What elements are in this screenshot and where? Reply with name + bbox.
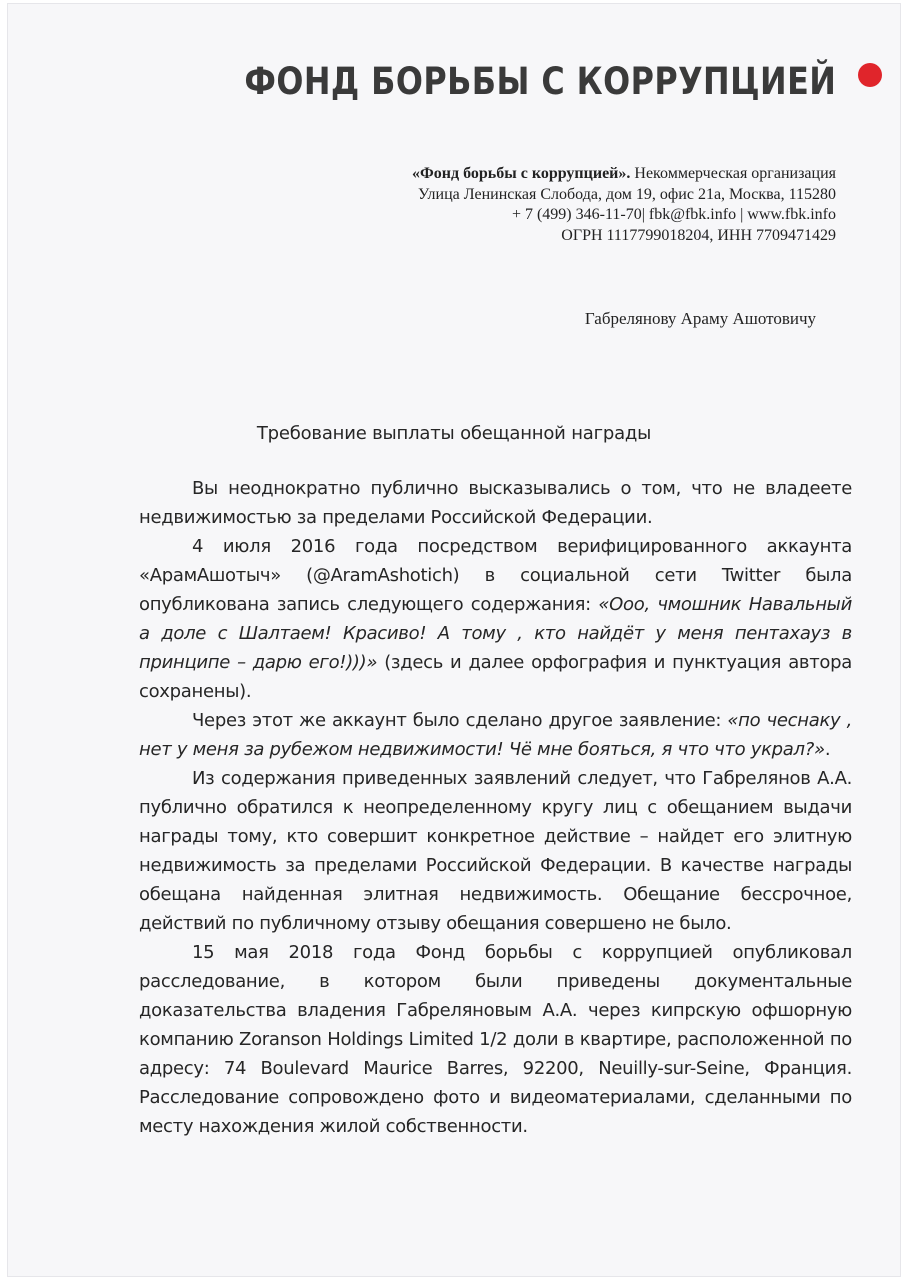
logo-text: ФОНД БОРЬБЫ С КОРРУПЦИЕЙ [244, 60, 836, 103]
org-address: Улица Ленинская Слобода, дом 19, офис 21а, Москва, 115280 [418, 185, 836, 203]
paragraph-3 [139, 706, 852, 764]
org-type: Некоммерческая организация [630, 165, 836, 182]
logo-red-dot-icon [858, 63, 882, 87]
org-contacts: + 7 (499) 346-11-70| fbk@fbk.info | www.fbk.info [511, 206, 836, 223]
letterhead-logo [8, 60, 900, 110]
org-registration: ОГРН 1117799018204, ИНН 7709471429 [561, 226, 836, 244]
paragraph-3-end: . [824, 739, 831, 760]
recipient: Габрелянову Араму Ашотовичу [584, 309, 816, 328]
paragraph-2-end: (здесь и далее орфография и пунктуация автора сохранены). [139, 652, 852, 702]
paragraph-5: 15 мая 2018 года Фонд борьбы с коррупцией опубликовал расследование, в котором были приведены документальные доказательства владения Габреляновым А.А. через кипрскую офшорную компанию Zoranson Holdings Limited 1/2 доли в квартире, расположенной по адресу: 74 Boulevard Maurice Barres, 92200, Neuilly-sur-Seine, Франция. Расследование сопровождено фото и видеоматериалами, сделанными по месту нахождения жилой собственности. [139, 942, 852, 1137]
tweet-quote-1: «Ооо, чмошник Навальный а доле с Шалтаем! Красиво! А тому , кто найдёт у меня пентахауз в принципе – дарю его!)))» [139, 594, 852, 673]
paragraph-3-start: Через этот же аккаунт было сделано другое заявление: [192, 710, 728, 731]
document-title: Требование выплаты обещанной награды [256, 423, 652, 444]
paragraph-1: Вы неоднократно публично высказывались о том, что не владеете недвижимостью за пределами Российской Федерации. [139, 478, 852, 528]
letter-body [139, 474, 852, 1141]
org-name-line [412, 164, 836, 185]
org-name: «Фонд борьбы с коррупцией». [412, 165, 631, 182]
tweet-quote-2: «по чеснаку , нет у меня за рубежом недвижимости! Чё мне бояться, я что что украл?» [139, 710, 852, 760]
paragraph-2-start: 4 июля 2016 года посредством верифицированного аккаунта «АрамАшотыч» (@AramAshotich) в социальной сети Twitter была опубликована запись следующего содержания: [139, 536, 852, 615]
paragraph-4: Из содержания приведенных заявлений следует, что Габрелянов А.А. публично обратился к неопределенному кругу лиц с обещанием выдачи награды тому, кто совершит конкретное действие – найдет его элитную недвижимость за пределами Российской Федерации. В качестве награды обещана найденная элитная недвижимость. Обещание бессрочное, действий по публичному отзыву обещания совершено не было. [139, 768, 852, 934]
organization-details [412, 164, 836, 246]
document-page [8, 4, 900, 1276]
paragraph-2 [139, 532, 852, 706]
